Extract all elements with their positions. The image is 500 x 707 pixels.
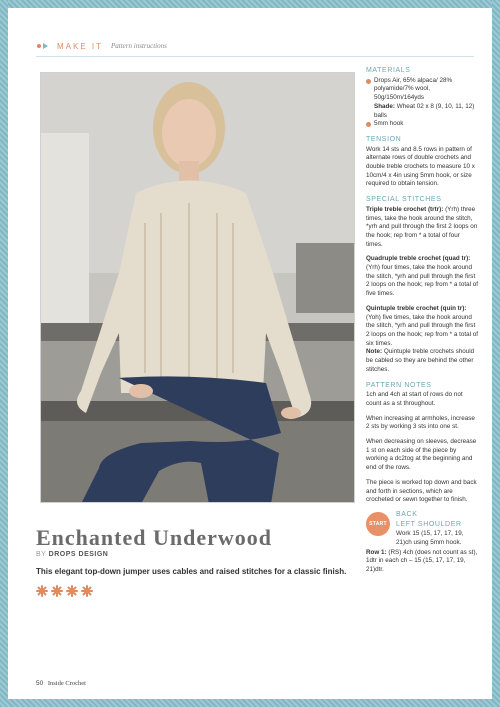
article-title: Enchanted Underwood <box>36 525 272 550</box>
row-1 <box>366 549 478 575</box>
pattern-note-3: When decreasing on sleeves, decrease 1 st on each side of the piece by working a dc2tog at the beginning and end of the rows. <box>366 438 477 472</box>
back-heading: BACK <box>396 510 418 518</box>
left-shoulder-heading: LEFT SHOULDER <box>396 520 462 528</box>
start-badge: START <box>366 512 390 536</box>
materials-hook-item <box>366 120 478 129</box>
difficulty-star-icon <box>81 585 93 597</box>
byline-prefix: BY <box>36 551 47 558</box>
page-border-left <box>0 0 8 707</box>
stitch-quintr-label: Quintuple treble crochet (quin tr): <box>366 304 467 312</box>
stitch-quintr-text: (Yoh) five times, take the hook around the stitch, *yrh and pull through the first 2 loops on the hook; rep from * a total of six times. <box>366 313 479 347</box>
stitch-trtr <box>366 206 478 250</box>
row-1-text: (RS) 4ch (does not count as st), 1dtr in each ch – 15 (15, 17, 17, 19, 21)dtr. <box>366 548 478 574</box>
stitch-quadtr-text: (Yrh) four times, take the hook around the stitch, *yrh and pull through the first 2 loops on the hook; rep from * a total of five times. <box>366 264 479 298</box>
tension-heading: TENSION <box>366 135 402 143</box>
stitch-quadtr <box>366 255 478 299</box>
pattern-notes-heading: PATTERN NOTES <box>366 381 432 389</box>
standfirst: This elegant top-down jumper uses cables and raised stitches for a classic finish. <box>36 567 347 576</box>
shade-label: Shade: <box>374 102 395 110</box>
note-label: Note: <box>366 348 383 356</box>
stitch-trtr-label: Triple treble crochet (trtr): <box>366 205 444 213</box>
stitch-quadtr-label: Quadruple treble crochet (quad tr): <box>366 255 471 263</box>
stitch-trtr-text: (Yrh) three times, take the hook around the stitch, *yrh and pull through the first 2 loops on the hook; rep from * a total of four times. <box>366 205 478 248</box>
page-number: 50 <box>36 680 44 687</box>
difficulty-rating <box>36 585 93 597</box>
magazine-name: Inside Crochet <box>47 680 86 687</box>
difficulty-star-icon <box>66 585 78 597</box>
stitch-quintr <box>366 305 478 375</box>
tension-text: Work 14 sts and 8.5 rows in pattern of alternate rows of double crochets and double treble crochets to measure 10 x 10cm/4 x 4in using 5mm hook, or size required to obtain tension. <box>366 145 475 188</box>
materials-heading: MATERIALS <box>366 67 411 74</box>
page-footer <box>36 680 86 687</box>
hero-photo-illustration <box>41 73 355 503</box>
pattern-note-4: The piece is worked top down and back and forth in sections, which are crocheted or sewn together to finish. <box>366 478 477 504</box>
byline <box>36 551 108 558</box>
difficulty-star-icon <box>36 585 48 597</box>
back-text: Work 15 (15, 17, 17, 19, 21)ch using 5mm hook. <box>396 530 464 547</box>
pattern-note-2: When increasing at armholes, increase 2 sts by working 3 sts into one st. <box>366 414 475 431</box>
header-divider <box>36 56 474 57</box>
materials-hook: 5mm hook <box>374 120 404 128</box>
arrow-bullet-icon <box>36 42 50 50</box>
page-border-bottom <box>0 699 500 707</box>
section-subtitle: Pattern instructions <box>111 42 167 50</box>
section-header <box>36 40 167 52</box>
bullet-dot-icon <box>366 79 371 84</box>
bullet-dot-icon <box>366 122 371 127</box>
page-border-right <box>492 0 500 707</box>
hero-photo <box>40 72 355 503</box>
special-stitches-heading: SPECIAL STITCHES <box>366 196 442 204</box>
section-label: MAKE IT <box>57 41 104 51</box>
difficulty-star-icon <box>51 585 63 597</box>
materials-yarn: Drops Air, 65% alpaca/ 28% polyamide/7% wool, 50g/150m/164yds <box>374 76 453 102</box>
pattern-note-1: 1ch and 4ch at start of rows do not count as a st throughout. <box>366 391 463 407</box>
row-1-label: Row 1: <box>366 548 387 556</box>
page-border-top <box>0 0 500 8</box>
note-text: Quintuple treble crochets should be cabled so they are behind the other stitches. <box>366 348 475 373</box>
materials-yarn-item <box>366 77 478 121</box>
back-section <box>366 511 478 548</box>
pattern-column <box>366 67 478 581</box>
designer-name: DROPS DESIGN <box>48 551 109 558</box>
shade-value: Wheat 02 x 8 (9, 10, 11, 12) balls <box>374 102 475 119</box>
